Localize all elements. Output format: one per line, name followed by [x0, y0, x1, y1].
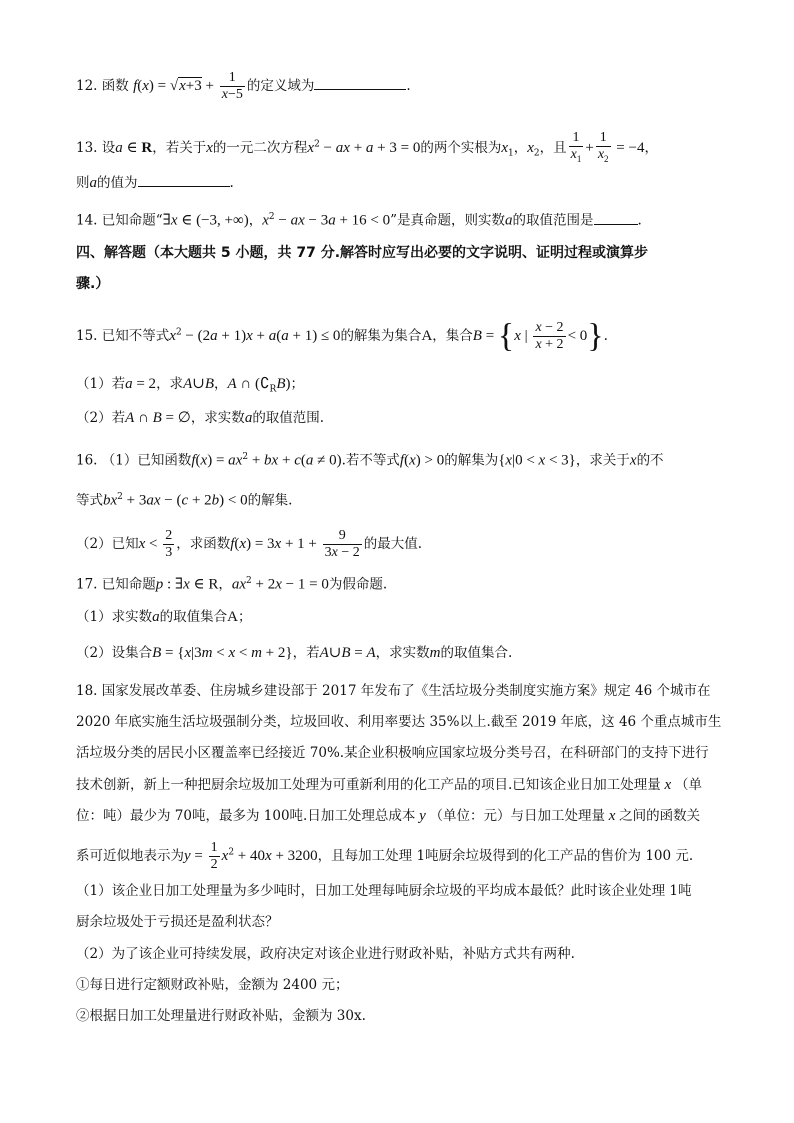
question-18-line3: 活垃圾分类的居民小区覆盖率已经接近 70%.某企业积极响应国家垃圾分类号召，在科研部门的支持下进行 [76, 745, 709, 761]
q14-label: 14. 已知命题“ [76, 212, 163, 229]
question-17-part2: （2）设集合B = {x|3m < x < m + 2}，若A∪B = A，求实数m的取值集合. [76, 645, 513, 661]
question-18-line2: 2020 年底实施生活垃圾强制分类，垃圾回收、利用率要达 35%以上.截至 2019 年底，这 46 个重点城市生 [76, 714, 722, 730]
question-16-part2: （2）已知x < $\frac{2}{3}$ ，求函数f(x) = 3x + 1 + $\frac{9}{3x - 2}$ 的最大值. [76, 528, 423, 560]
question-12: 12. 函数 f(x) = √x+3 + $\frac{1}{x-5}$ 的定义域为 . [76, 70, 411, 102]
question-18-line4: 技术创新，新上一种把厨余垃圾加工处理为可重新利用的化工产品的项目.已知该企业日加工处理量 x （单 [76, 777, 702, 793]
question-17-part1: （1）求实数a的取值集合A； [76, 609, 252, 625]
answer-blank-14 [594, 210, 638, 225]
answer-blank-12 [314, 75, 406, 90]
question-13: 13. 设a ∈ R，若关于x的一元二次方程$x^2$ − ax + a + 3 = 0的两个实根为$x_1$，$x_2$，且 $\frac{1}{x_1}$ + $\frac{1}{x_2}$ = −4， [76, 130, 658, 164]
question-18: 18. 国家发展改革委、住房城乡建设部于 2017 年发布了《生活垃圾分类制度实施方案》规定 46 个城市在 [76, 683, 711, 699]
q12-text: 的定义域为 [246, 78, 315, 94]
question-18-line6: 系可近似地表示为y = $\frac{1}{2}$ $x^2 + 40x + 3200$，且每加工处理 1吨厨余垃圾得到的化工产品的售价为 100 元. [76, 840, 694, 872]
question-16: 16. （1）已知函数$f(x) = ax^2$ + bx + c(a ≠ 0).若不等式f(x) > 0的解集为{x|0 < x < 3}，求关于x的不 [76, 452, 664, 469]
q17-label: 17. 已知命题 [76, 576, 156, 593]
question-18-part1: （1）该企业日加工处理量为多少吨时，日加工处理每吨厨余垃圾的平均成本最低？此时该企业处理 1吨 [76, 883, 692, 899]
question-18-part2: （2）为了该企业可持续发展，政府决定对该企业进行财政补贴，补贴方式共有两种. [76, 946, 575, 962]
question-17: 17. 已知命题p : ∃x ∈ R，$ax^2 + 2x - 1 = 0$为假命题. [76, 576, 388, 593]
q15-label: 15. 已知不等式 [76, 328, 170, 344]
answer-blank-13 [138, 172, 230, 187]
question-13-line2: 则a的值为 . [76, 172, 234, 193]
question-18-option2: ②根据日加工处理量进行财政补贴，金额为 30x. [76, 1008, 366, 1024]
question-16-line2: 等式$bx^2 + 3ax - (c + 2b) < 0$的解集. [76, 492, 293, 509]
question-18-part1-cont: 厨余垃圾处于亏损还是盈利状态？ [76, 914, 279, 930]
question-18-line5: 位：吨）最少为 70吨，最多为 100吨.日加工处理总成本 y （单位：元）与日加工处理量 x 之间的函数关 [76, 808, 701, 824]
question-14: 14. 已知命题“∃x ∈ (−3, +∞)，$x^2$ − ax − 3a + 16 < 0”是真命题，则实数a的取值范围是 . [76, 207, 642, 231]
question-15-part2: （2）若A ∩ B = ∅，求实数a的取值范围. [76, 410, 325, 426]
question-15-part1: （1）若a = 2，求A∪B，A ∩ $(∁_RB)$； [76, 376, 304, 395]
q12-label: 12. 函数 [76, 78, 129, 94]
question-15: 15. 已知不等式$x^2 - (2a + 1)x + a(a + 1) \le 0$的解集为集合A，集合B = {x | $\frac{x - 2}{x + 2}$ < 0}. [76, 317, 608, 355]
question-18-option1: ①每日进行定额财政补贴，金额为 2400 元； [76, 977, 349, 993]
section-heading: 四、解答题（本大题共 5 小题，共 77 分.解答时应写出必要的文字说明、证明过程或演算步 [76, 245, 649, 261]
q16-label: 16. （1）已知函数 [76, 452, 192, 469]
q13-label: 13. 设 [76, 139, 116, 156]
section-heading-cont: 骤.） [76, 276, 110, 292]
